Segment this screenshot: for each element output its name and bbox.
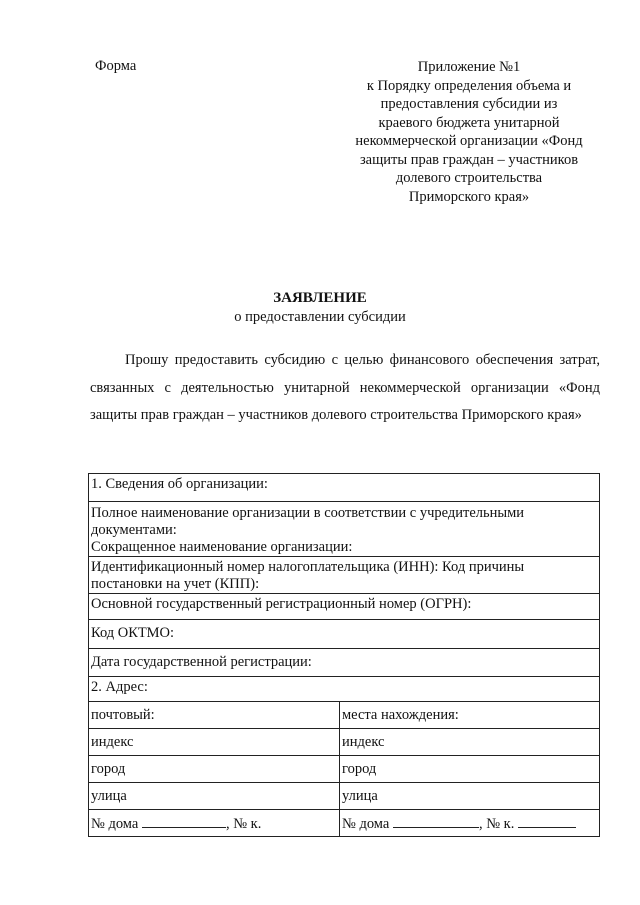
- appendix-line: долевого строительства: [395, 170, 543, 186]
- appendix-line: к Порядку определения объема и: [366, 77, 572, 94]
- section-1-heading[interactable]: 1. Сведения об организации:: [89, 474, 600, 502]
- table-row: [89, 756, 600, 783]
- table-row: [89, 594, 600, 620]
- location-city-cell[interactable]: город: [340, 756, 600, 783]
- table-row: [89, 677, 600, 702]
- postal-street-cell[interactable]: улица: [89, 783, 340, 810]
- table-row: [89, 783, 600, 810]
- full-name-label-cont: документами:: [91, 522, 177, 538]
- table-row: [89, 620, 600, 649]
- appendix-line: защиты прав граждан – участников: [359, 151, 579, 168]
- full-name-label: Полное наименование организации в соответствии с учредительными: [91, 505, 525, 521]
- appendix-line: краевого бюджета унитарной: [378, 114, 560, 131]
- kpp-label: постановки на учет (КПП):: [91, 576, 260, 592]
- location-apt-blank[interactable]: [518, 815, 576, 828]
- postal-house-cell[interactable]: [89, 810, 340, 837]
- location-apt-label: , № к.: [478, 816, 515, 832]
- postal-house-label: № дома: [91, 816, 139, 832]
- section-2-heading[interactable]: 2. Адрес:: [89, 677, 600, 702]
- location-house-blank[interactable]: [393, 815, 479, 828]
- oktmo-cell[interactable]: Код ОКТМО:: [89, 620, 600, 649]
- table-row: [89, 557, 600, 594]
- document-title: ЗАЯВЛЕНИЕ: [273, 290, 367, 306]
- location-index-cell[interactable]: индекс: [340, 729, 600, 756]
- short-name-label: Сокращенное наименование организации:: [91, 539, 353, 555]
- location-street-cell[interactable]: улица: [340, 783, 600, 810]
- appendix-line: предоставления субсидии из: [380, 96, 558, 112]
- form-label: Форма: [95, 58, 137, 74]
- postal-address-header[interactable]: почтовый:: [89, 702, 340, 729]
- table-row: [89, 810, 600, 837]
- postal-house-blank[interactable]: [142, 815, 226, 828]
- table-row: [89, 702, 600, 729]
- inn-kpp-cell[interactable]: [89, 557, 600, 594]
- table-row: [89, 649, 600, 677]
- organization-info-table: [88, 473, 600, 837]
- postal-apt-label: , № к.: [225, 816, 262, 832]
- ogrn-cell[interactable]: Основной государственный регистрационный номер (ОГРН):: [89, 594, 600, 620]
- table-row: [89, 474, 600, 502]
- table-row: [89, 502, 600, 557]
- appendix-block: [338, 58, 600, 206]
- appendix-line: некоммерческой организации «Фонд: [355, 133, 583, 149]
- table-row: [89, 729, 600, 756]
- location-house-label: № дома: [342, 816, 390, 832]
- location-address-header[interactable]: места нахождения:: [340, 702, 600, 729]
- names-cell[interactable]: [89, 502, 600, 557]
- postal-index-cell[interactable]: индекс: [89, 729, 340, 756]
- postal-city-cell[interactable]: город: [89, 756, 340, 783]
- inn-label: Идентификационный номер налогоплательщика (ИНН): Код причины: [91, 559, 525, 575]
- location-house-cell[interactable]: [340, 810, 600, 837]
- document-subtitle: о предоставлении субсидии: [234, 309, 406, 325]
- request-paragraph: Прошу предоставить субсидию с целью финансового обеспечения затрат, связанных с деятельностью унитарной некоммерческой организации «Фонд защиты прав граждан – участников долевого строительства Приморского края»: [90, 352, 600, 423]
- appendix-line: Приложение №1: [417, 59, 521, 75]
- registration-date-cell[interactable]: Дата государственной регистрации:: [89, 649, 600, 677]
- appendix-line: Приморского края»: [408, 188, 530, 205]
